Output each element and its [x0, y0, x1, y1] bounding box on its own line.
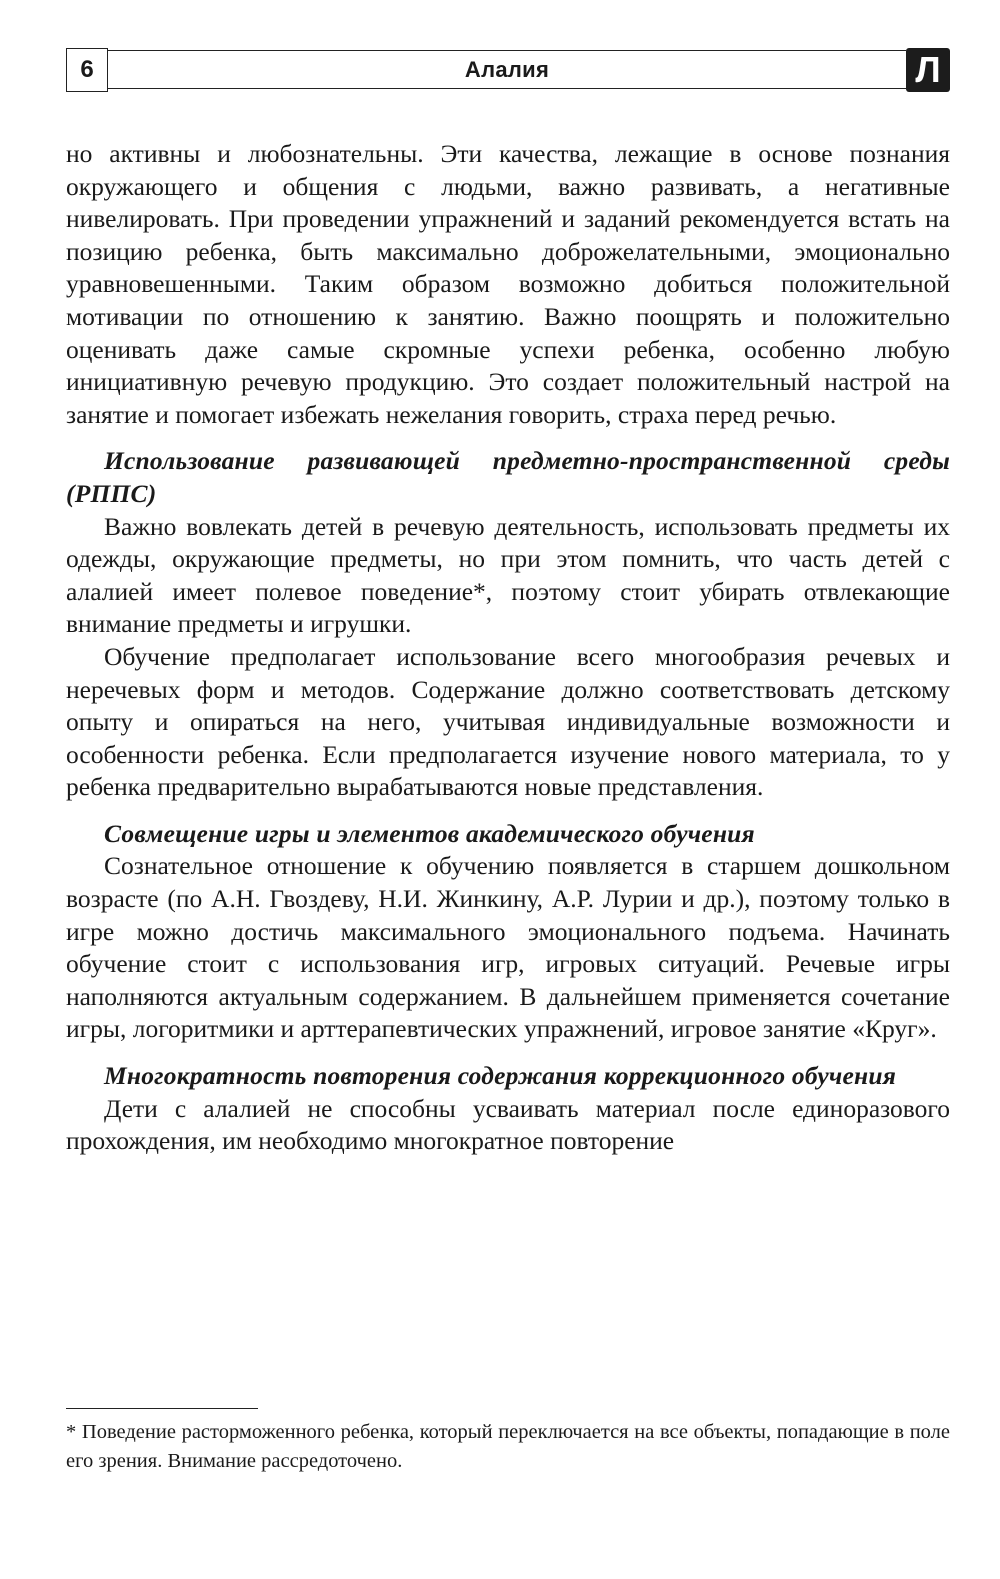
footnote: * Поведение расторможенного ребенка, который переключается на все объекты, попадающие в поле его зрения. Внимание рассредоточено. [66, 1421, 950, 1472]
paragraph-2: Важно вовлекать детей в речевую деятельность, использовать предметы их одежды, окружающие предметы, но при этом помнить, что часть детей с алалией имеет полевое поведение*, поэтому стоит убирать отвлекающие внимание предметы и игрушки. [66, 511, 950, 639]
page-number: 6 [66, 48, 108, 92]
page-body [66, 138, 950, 1158]
section-heading-repetition: Многократность повторения содержания коррекционного обучения [104, 1061, 897, 1091]
section-heading-rpps: Использование развивающей предметно-пространственной среды (РППС) [66, 446, 950, 508]
paragraph-5: Дети с алалией не способны усваивать материал после единоразового прохождения, им необходимо многократное повторение [66, 1093, 950, 1156]
section-heading-game-academic: Совмещение игры и элементов академического обучения [104, 818, 755, 848]
footnote-divider [66, 1408, 258, 1409]
page-header [66, 48, 950, 94]
header-rule-bottom [108, 88, 906, 89]
running-title: Алалия [464, 57, 550, 82]
paragraph-1: но активны и любознательны. Эти качества, лежащие в основе познания окружающего и общения с людьми, важно развивать, а негативные нивелировать. При проведении упражнений и заданий рекомендуется встать на позицию ребенка, быть максимально доброжелательными, эмоционально уравновешенными. Таким образом возможно добиться положительной мотивации по отношению к занятию. Важно поощрять и положительно оценивать даже самые скромные успехи ребенка, особенно любую инициативную речевую продукцию. Это создает положительный настрой на занятие и помогает избежать нежелания говорить, страха перед речью. [66, 139, 950, 429]
publisher-logo-icon: Л [906, 48, 950, 92]
paragraph-4: Сознательное отношение к обучению появляется в старшем дошкольном возрасте (по А.Н. Гвоздеву, Н.И. Жинкину, А.Р. Лурии и др.), поэтому только в игре можно достичь максимального эмоционального подъема. Начинать обучение стоит с использования игр, игровых ситуаций. Речевые игры наполняются актуальным содержанием. В дальнейшем применяется сочетание игры, логоритмики и арттерапевтических упражнений, игровое занятие «Круг». [66, 851, 950, 1044]
paragraph-3: Обучение предполагает использование всего многообразия речевых и неречевых форм и методов. Содержание должно соответствовать детскому опыту и опираться на него, учитывая индивидуальные возможности и особенности ребенка. Если предполагается изучение нового материала, то у ребенка предварительно вырабатываются новые представления. [66, 641, 950, 802]
